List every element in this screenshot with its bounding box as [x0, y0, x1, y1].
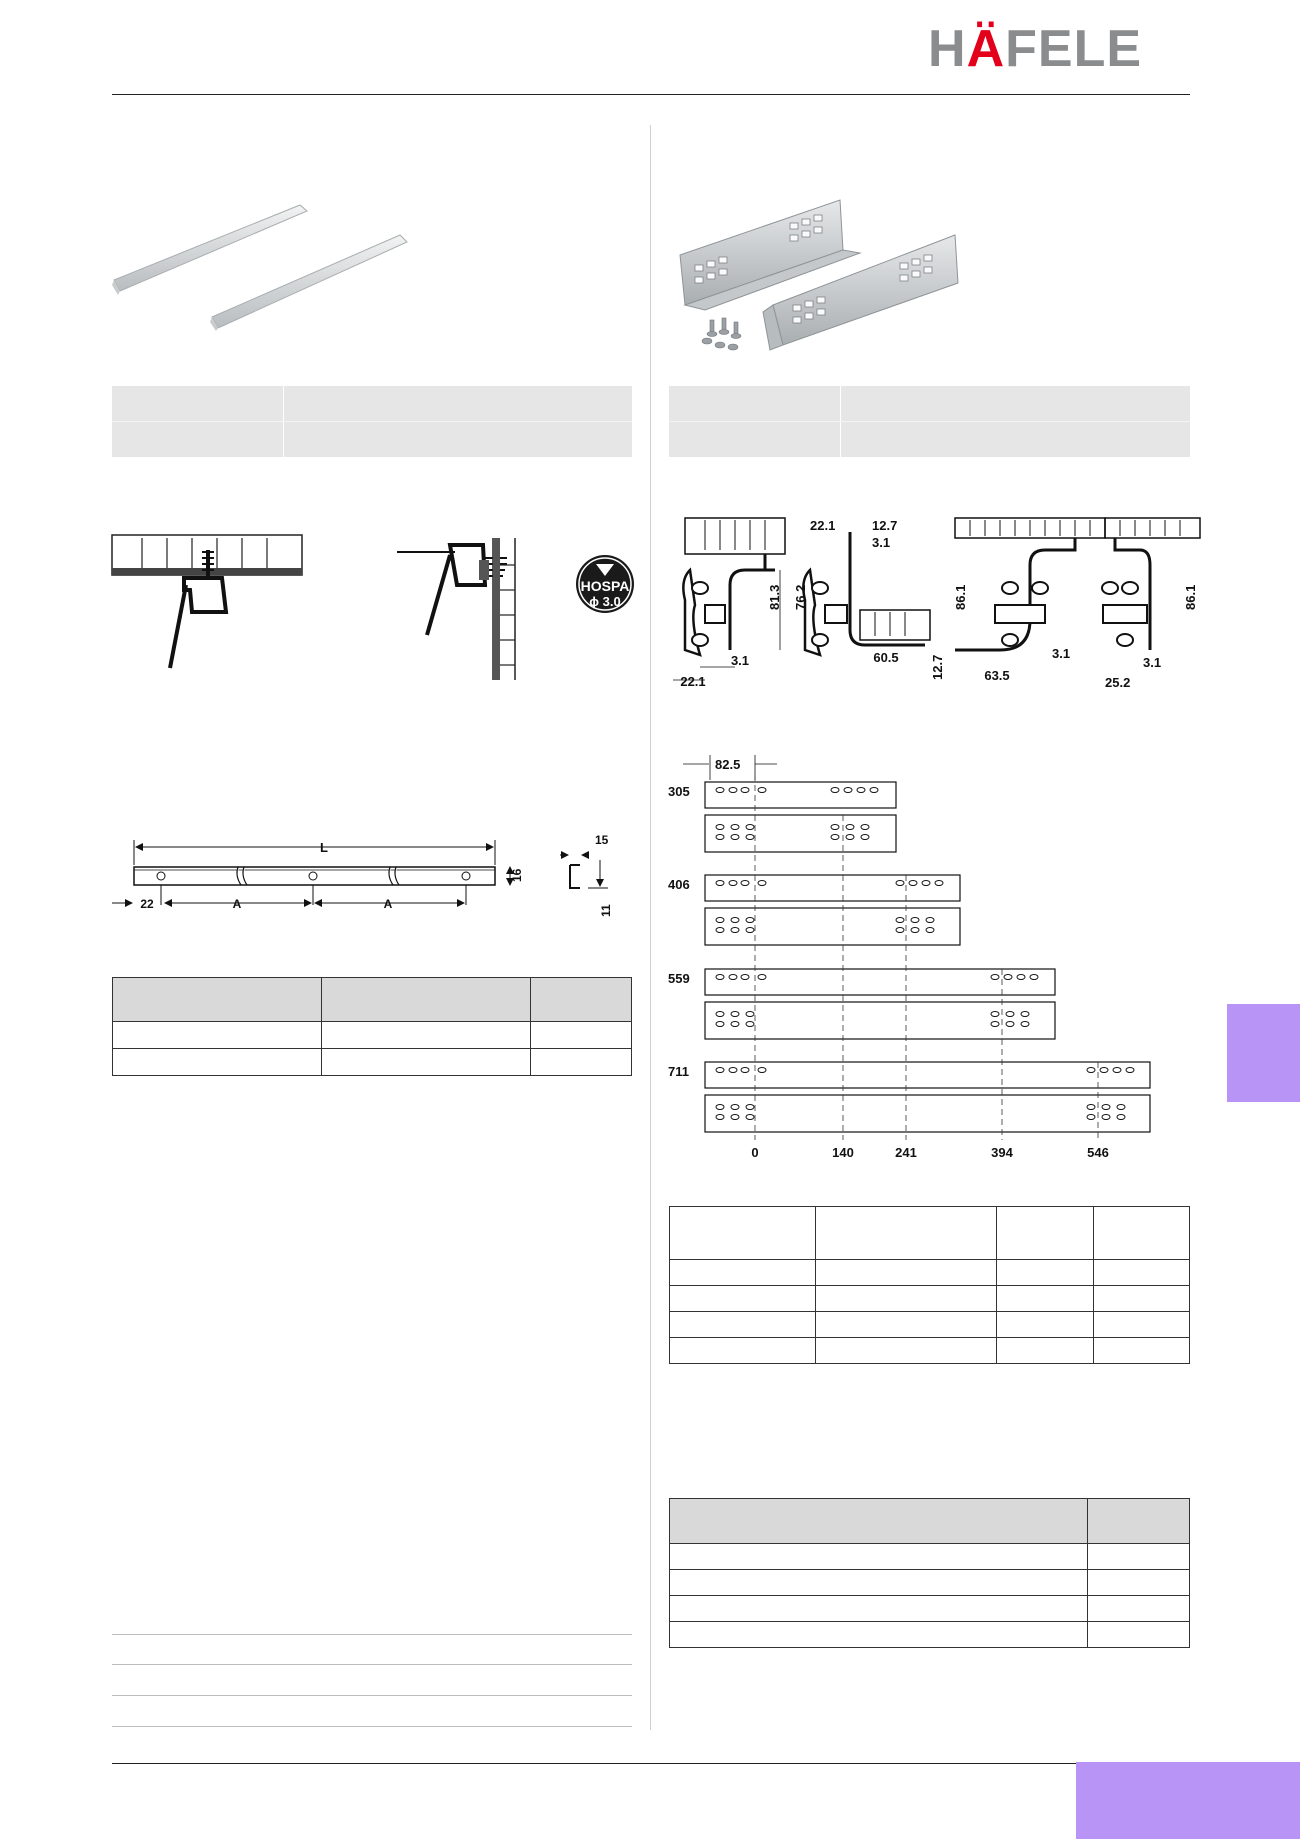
dim-81-3: 81.3: [767, 584, 782, 610]
position-394: 394: [991, 1145, 1013, 1160]
header-rule: [112, 94, 1190, 95]
side-mount-drawing: [395, 530, 535, 685]
footer-tab: [1076, 1762, 1300, 1839]
note-rule-1: [112, 1634, 632, 1635]
hospa-brand-text: HOSPA: [580, 578, 630, 594]
bottom-mount-drawing: [112, 530, 307, 675]
chapter-tab[interactable]: [1227, 1004, 1300, 1102]
dim-22-1-b: 22.1: [810, 518, 836, 533]
rail-length-label: L: [320, 840, 328, 855]
rail-flange-label: 11: [599, 904, 613, 917]
dim-3-1-d: 3.1: [1143, 655, 1162, 670]
mounting-brackets-photo: [675, 195, 975, 355]
dim-22-1-a: 22.1: [680, 674, 706, 689]
note-rule-2: [112, 1664, 632, 1665]
dim-3-1-c: 3.1: [1052, 646, 1071, 661]
dim-86-1-a: 86.1: [953, 584, 968, 610]
hospa-screw-badge: [575, 554, 635, 614]
note-rule-4: [112, 1726, 632, 1727]
hospa-size-text: ϕ 3.0: [589, 594, 621, 609]
hole-pattern-drawing: [665, 755, 1185, 1165]
dim-60-5: 60.5: [873, 650, 899, 665]
position-546: 546: [1087, 1145, 1109, 1160]
spacing-label-2: A: [383, 897, 393, 911]
right-spec-table-1: [669, 1206, 1190, 1364]
right-info-box: [669, 386, 1190, 457]
dim-12-7-b: 12.7: [930, 654, 945, 680]
column-divider: [650, 125, 651, 1730]
rail-dimension-drawing: [110, 830, 630, 920]
runner-rails-photo: [110, 195, 420, 340]
hafele-logo: HÄFELE: [928, 20, 1143, 78]
length-711: 711: [668, 1064, 689, 1079]
right-spec-table-2: [669, 1498, 1190, 1648]
dim-76-2: 76.2: [793, 584, 808, 610]
cross-section-drawings: [665, 510, 1200, 695]
dim-25-2: 25.2: [1105, 675, 1131, 690]
length-305: 305: [668, 784, 690, 799]
position-140: 140: [832, 1145, 854, 1160]
left-spec-table: [112, 977, 632, 1076]
footer-rule: [112, 1763, 1190, 1764]
left-info-box: [112, 386, 632, 457]
dim-3-1-b: 3.1: [872, 535, 891, 550]
length-406: 406: [668, 877, 690, 892]
length-559: 559: [668, 971, 690, 986]
dim-3-1-a: 3.1: [730, 653, 750, 668]
offset-label: 82.5: [715, 757, 741, 772]
dim-63-5: 63.5: [984, 668, 1010, 683]
note-rule-3: [112, 1695, 632, 1696]
position-0: 0: [751, 1145, 759, 1160]
spacing-label-1: A: [232, 897, 242, 911]
dim-86-1-b: 86.1: [1183, 584, 1198, 610]
rail-width-label: 15: [595, 833, 609, 847]
position-241: 241: [895, 1145, 917, 1160]
dim-12-7-a: 12.7: [872, 518, 898, 533]
rail-height-label: 16: [510, 868, 524, 882]
end-offset-label: 22: [140, 897, 154, 911]
